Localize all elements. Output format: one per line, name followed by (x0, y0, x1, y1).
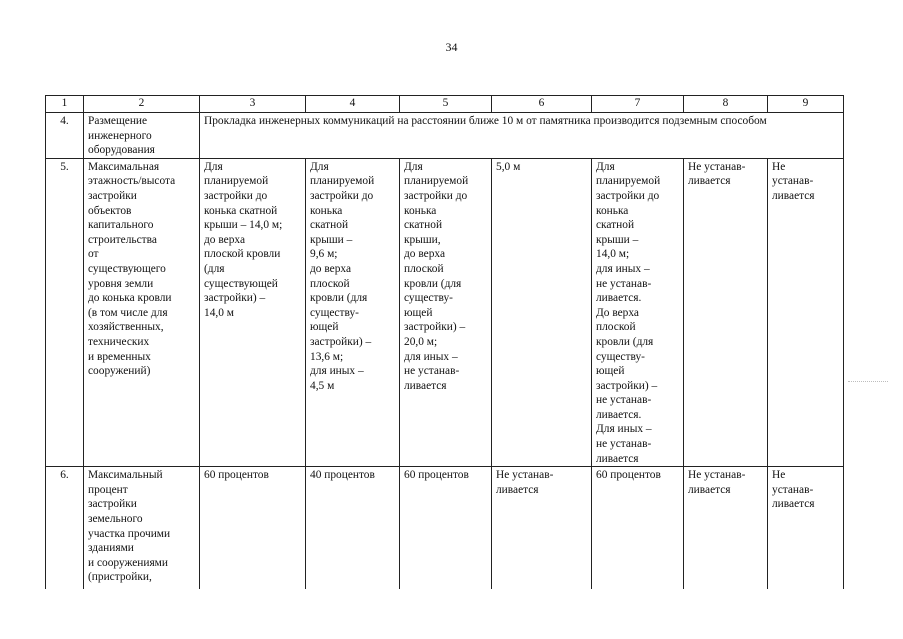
row-number: 5. (46, 158, 84, 466)
zoning-parameters-table (45, 95, 844, 589)
column-number-3: 3 (200, 96, 306, 113)
scan-artifact (848, 381, 888, 383)
value-cell-col6: Не устанав- ливается (492, 467, 592, 589)
value-cell-col8: Не устанав- ливается (684, 158, 768, 466)
value-cell-col5: Для планируемой застройки до конька скатной крыши, до верха плоской кровли (для сущеcтву- ющей застройки) – 20,0 м; для иных – не устанав- ливается (400, 158, 492, 466)
table-row-5 (46, 158, 844, 466)
column-number-5: 5 (400, 96, 492, 113)
column-number-4: 4 (306, 96, 400, 113)
page-number: 34 (445, 40, 458, 54)
column-number-9: 9 (768, 96, 844, 113)
row-number: 6. (46, 467, 84, 589)
table-row-4 (46, 113, 844, 159)
value-cell-col6: 5,0 м (492, 158, 592, 466)
value-cell-col4: Для планируемой застройки до конька скатной крыши – 9,6 м; до верха плоской кровли (для сущеcтву- ющей застройки) – 13,6 м; для иных – 4,5 м (306, 158, 400, 466)
value-cell-col3: 60 процентов (200, 467, 306, 589)
column-number-1: 1 (46, 96, 84, 113)
value-cell-col4: 40 процентов (306, 467, 400, 589)
row-number: 4. (46, 113, 84, 159)
parameter-name: Размещение инженерного оборудования (84, 113, 200, 159)
value-cell-col7: Для планируемой застройки до конька скатной крыши – 14,0 м; для иных – не устанав- ливается. До верха плоской кровли (для сущеcтву- ющей застройки) – не устанав- ливается. Для иных – не устанав- ливается (592, 158, 684, 466)
column-number-8: 8 (684, 96, 768, 113)
parameter-name: Максимальный процент застройки земельного участка прочими зданиями и сооружениями (пристройки, (84, 467, 200, 589)
column-number-row (46, 96, 844, 113)
column-number-7: 7 (592, 96, 684, 113)
merged-value-cell: Прокладка инженерных коммуникаций на расстоянии ближе 10 м от памятника производится подземным способом (200, 113, 844, 159)
table-row-6 (46, 467, 844, 589)
column-number-2: 2 (84, 96, 200, 113)
value-cell-col8: Не устанав- ливается (684, 467, 768, 589)
value-cell-col3: Для планируемой застройки до конька скатной крыши – 14,0 м; до верха плоской кровли (для существующей застройки) – 14,0 м (200, 158, 306, 466)
parameter-name: Максимальная этажность/высота застройки объектов капитального строительства от существующего уровня земли до конька кровли (в том числе для хозяйственных, технических и временных сооружений) (84, 158, 200, 466)
value-cell-col5: 60 процентов (400, 467, 492, 589)
value-cell-col9: Не устанав- ливается (768, 158, 844, 466)
value-cell-col9: Не устанав- ливается (768, 467, 844, 589)
column-number-6: 6 (492, 96, 592, 113)
value-cell-col7: 60 процентов (592, 467, 684, 589)
